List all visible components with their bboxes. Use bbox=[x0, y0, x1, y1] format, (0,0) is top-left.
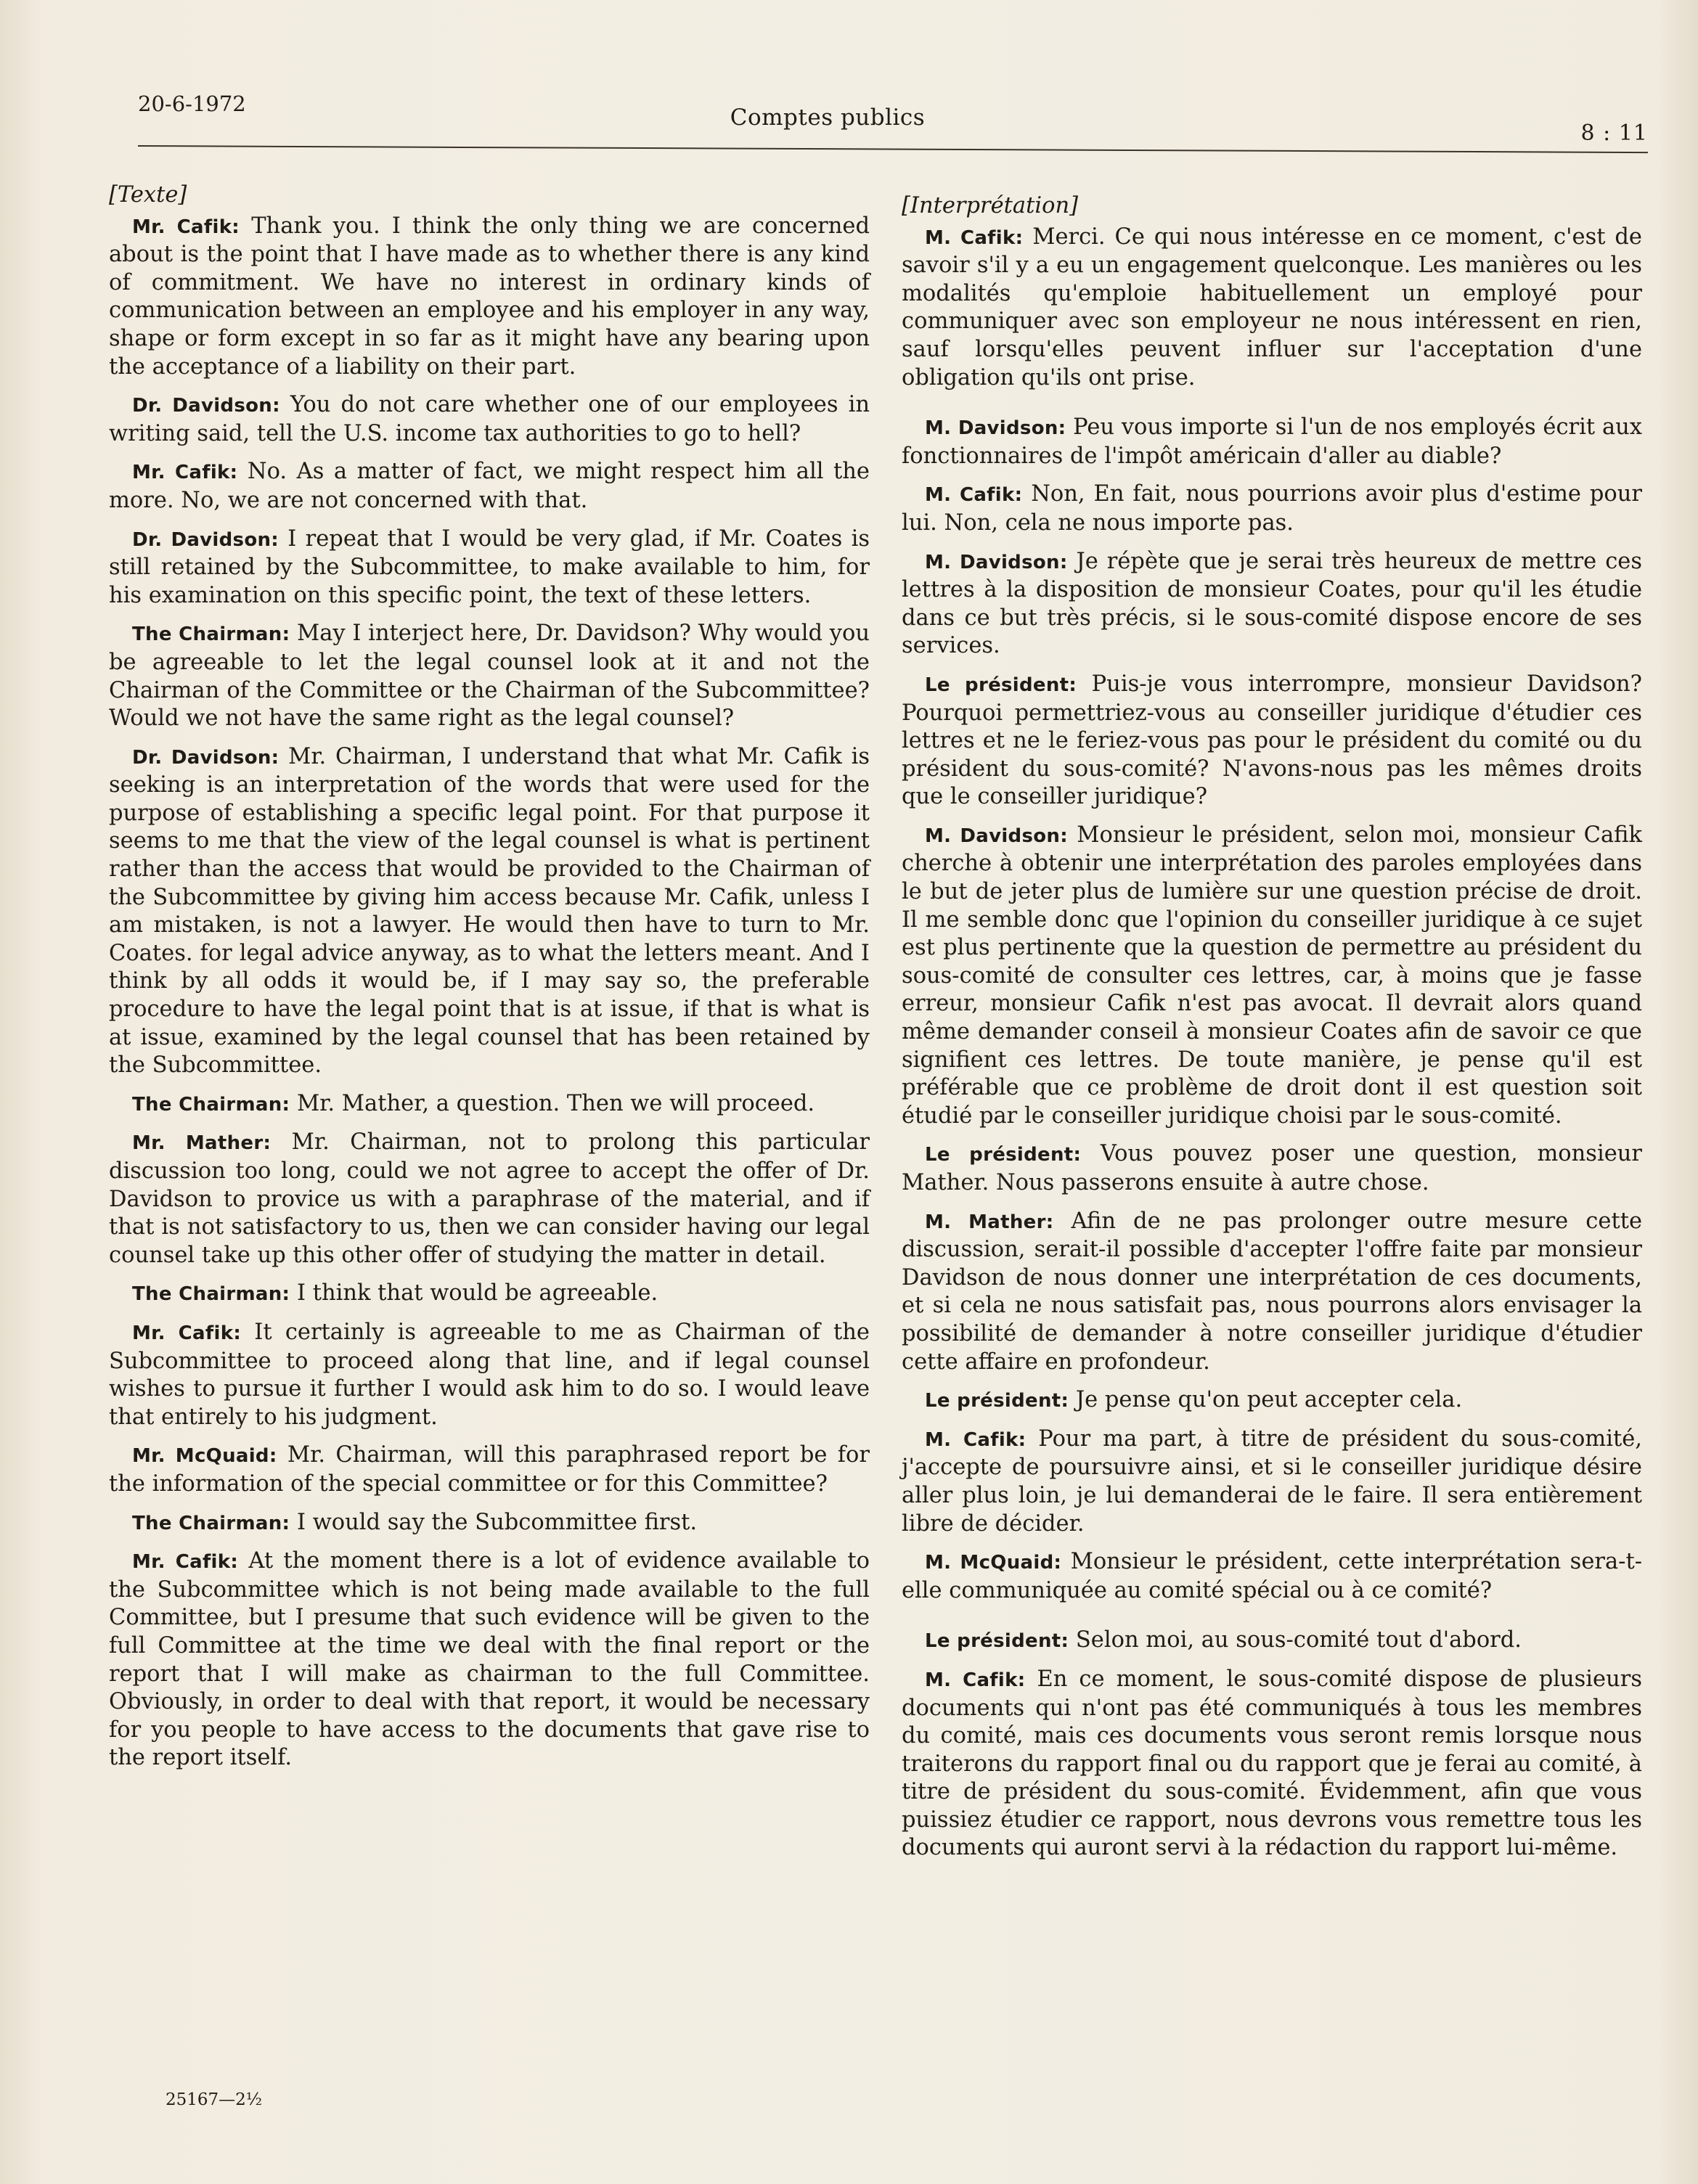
page-header bbox=[138, 86, 1648, 151]
speech-text: Thank you. I think the only thing we are concerned about is the point that I have made as to whether there is any kind of commitment. We have no interest in ordinary kinds of communication between an employee and his employer in any way, shape or form except in so far as it might have any bearing upon the acceptance of a liability on their part. bbox=[109, 213, 870, 380]
speaker-name: M. Cafik: bbox=[925, 1669, 1026, 1691]
speech-text: Mr. Chairman, not to prolong this particular discussion too long, could we not agree to accept the offer of Dr. Davidson to provice us with a paraphrase of the material, and if that is not satisfactory to us, then we can consider having our legal counsel take up this other offer of studying the matter in detail. bbox=[109, 1129, 870, 1268]
speech-text: Mr. Mather, a question. Then we will proceed. bbox=[290, 1090, 815, 1116]
speech-paragraph bbox=[902, 548, 1642, 660]
speech-paragraph bbox=[902, 480, 1642, 537]
speech-text: I would say the Subcommittee first. bbox=[290, 1509, 698, 1535]
speech-paragraph bbox=[902, 822, 1642, 1131]
speaker-name: The Chairman: bbox=[132, 623, 290, 646]
speaker-name: The Chairman: bbox=[132, 1093, 290, 1116]
speech-text: I repeat that I would be very glad, if Mr. Coates is still retained by the Subcommittee, to make available to him, for his examination on this specific point, the text of these letters. bbox=[109, 525, 870, 608]
speaker-name: M. Mather: bbox=[925, 1211, 1054, 1233]
speaker-name: Le président: bbox=[925, 1630, 1069, 1653]
speech-text: May I interject here, Dr. Davidson? Why would you be agreeable to let the legal counsel look at it and not the Chairman of the Committee or the Chairman of the Subcommittee? Would we not have the same right as the legal counsel? bbox=[109, 621, 870, 732]
french-paragraphs bbox=[902, 224, 1642, 1862]
speech-paragraph bbox=[109, 1090, 870, 1119]
speaker-name: Mr. Cafik: bbox=[132, 1551, 239, 1574]
speech-paragraph bbox=[902, 1426, 1642, 1538]
speech-text: Je pense qu'on peut accepter cela. bbox=[1069, 1387, 1463, 1413]
speech-text: Selon moi, au sous-comité tout d'abord. bbox=[1069, 1627, 1522, 1653]
speech-paragraph bbox=[109, 1319, 870, 1431]
speech-text: Pour ma part, à titre de président du sous-comité, j'accepte de poursuivre ainsi, et si le conseiller juridique désire aller plus loin, je lui demanderai de le faire. Il sera entièrement libre de décider. bbox=[902, 1426, 1642, 1537]
speaker-name: Dr. Davidson: bbox=[132, 746, 279, 769]
speaker-name: Dr. Davidson: bbox=[132, 528, 279, 551]
speech-paragraph bbox=[109, 525, 870, 610]
header-page-number: 8 : 11 bbox=[1580, 120, 1648, 146]
speech-paragraph bbox=[109, 1441, 870, 1498]
speaker-name: Le président: bbox=[925, 1144, 1082, 1166]
speaker-name: Mr. Mather: bbox=[132, 1132, 272, 1155]
speech-paragraph bbox=[902, 1548, 1642, 1605]
header-date: 20-6-1972 bbox=[138, 91, 246, 116]
speech-text: En ce moment, le sous-comité dispose de plusieurs documents qui n'ont pas été communiqués à tous les membres du comité, mais ces documents vous seront remis lorsque nous traiterons du rapport final ou du rapport que je ferai au comité, à titre de président du sous-comité. Évidemment, afin que vous puissiez étudier ce rapport, nous devrons vous remettre tous les documents qui auront servi à la rédaction du rapport lui-même. bbox=[902, 1666, 1642, 1861]
speaker-name: Mr. Cafik: bbox=[132, 216, 240, 238]
footer-print-code: 25167—2½ bbox=[166, 2090, 263, 2109]
english-column bbox=[109, 181, 870, 1783]
speaker-name: M. Cafik: bbox=[925, 484, 1023, 507]
section-tag-texte: [Texte] bbox=[109, 182, 187, 208]
speaker-name: M. McQuaid: bbox=[925, 1552, 1062, 1574]
speech-paragraph bbox=[109, 620, 870, 732]
speech-paragraph bbox=[902, 671, 1642, 811]
speech-text: Mr. Chairman, I understand that what Mr. Cafik is seeking is an interpretation of the words that were used for the purpose of establishing a specific legal point. For that purpose it seems to me that the view of the legal counsel is what is pertinent rather than the access that would be provided to the Chairman of the Subcommittee by giving him access because Mr. Cafik, unless I am mistaken, is not a lawyer. He would then have to turn to Mr. Coates. for legal advice anyway, as to what the letters meant. And I think by all odds it would be, if I may say so, the preferable procedure to have the legal point that is at issue, if that is what is at issue, examined by the legal counsel that has been retained by the Subcommittee. bbox=[109, 743, 870, 1079]
speaker-name: M. Cafik: bbox=[925, 226, 1024, 249]
speaker-name: The Chairman: bbox=[132, 1512, 290, 1534]
speech-text: Afin de ne pas prolonger outre mesure cette discussion, serait-il possible d'accepter l'offre faite par monsieur Davidson de nous donner une interprétation de ces documents, et si cela ne nous satisfait pas, nous pourrons alors envisager la possibilité de demander à notre conseiller juridique d'étudier cette affaire en profondeur. bbox=[902, 1208, 1643, 1375]
speech-text: Monsieur le président, selon moi, monsieur Cafik cherche à obtenir une interprétation des paroles employées dans le but de jeter plus de lumière sur une question précise de droit. Il me semble donc que l'opinion du conseiller juridique à ce sujet est plus pertinente que la question de permettre au président du sous-comité de consulter ces lettres, car, à moins que je fasse erreur, monsieur Cafik n'est pas avocat. Il devrait alors quand même demander conseil à monsieur Coates afin de savoir ce que signifient ces lettres. De toute manière, je pense qu'il est préférable que ce problème de droit dont il est question soit étudié par le conseiller juridique choisi par le sous-comité. bbox=[902, 822, 1642, 1129]
speech-paragraph bbox=[109, 743, 870, 1080]
speech-paragraph bbox=[902, 224, 1642, 393]
speaker-name: Mr. Cafik: bbox=[132, 1322, 242, 1344]
speaker-name: M. Cafik: bbox=[925, 1428, 1026, 1451]
speaker-name: Le président: bbox=[925, 1390, 1069, 1412]
speech-paragraph bbox=[902, 414, 1642, 470]
speech-paragraph bbox=[109, 1547, 870, 1772]
speaker-name: Mr. Cafik: bbox=[132, 462, 238, 484]
section-tag-interpretation: [Interprétation] bbox=[902, 193, 1078, 218]
speech-paragraph bbox=[109, 458, 870, 515]
speech-text: Non, En fait, nous pourrions avoir plus d'estime pour lui. Non, cela ne nous importe pas. bbox=[902, 481, 1642, 536]
speaker-name: Le président: bbox=[925, 674, 1077, 696]
speech-text: Puis-je vous interrompre, monsieur Davidson? Pourquoi permettriez-vous au conseiller juridique d'étudier ces lettres et ne le feriez-vous pas pour le président du comité ou du président du sous-comité? N'avons-nous pas les mêmes droits que le conseiller juridique? bbox=[902, 671, 1642, 810]
speaker-name: M. Davidson: bbox=[925, 417, 1066, 440]
speech-paragraph bbox=[109, 1509, 870, 1538]
speech-text: Vous pouvez poser une question, monsieur Mather. Nous passerons ensuite à autre chose. bbox=[902, 1141, 1642, 1195]
speaker-name: M. Davidson: bbox=[925, 551, 1068, 573]
speech-text: Je répète que je serai très heureux de mettre ces lettres à la disposition de monsieur Coates, pour qu'il les étudie dans ce but très précis, si le sous-comité dispose encore de ses services. bbox=[902, 548, 1642, 659]
speech-paragraph bbox=[109, 391, 870, 448]
speaker-name: The Chairman: bbox=[132, 1283, 290, 1306]
speech-text: Mr. Chairman, will this paraphrased report be for the information of the special committee or for this Committee? bbox=[109, 1442, 870, 1497]
speaker-name: Mr. McQuaid: bbox=[132, 1445, 277, 1468]
english-paragraphs bbox=[109, 213, 870, 1772]
speech-text: It certainly is agreeable to me as Chairman of the Subcommittee to proceed along that line, and if legal counsel wishes to pursue it further I would ask him to do so. I would leave that entirely to his judgment. bbox=[109, 1319, 870, 1430]
speech-text: No. As a matter of fact, we might respect him all the more. No, we are not concerned with that. bbox=[109, 459, 870, 513]
speech-text: At the moment there is a lot of evidence available to the Subcommittee which is not being made available to the full Committee, but I presume that such evidence will be given to the full Committee at the time we deal with the final report or the report that I will make as chairman to the full Committee. Obviously, in order to deal with that report, it would be necessary for you people to have access to the documents that gave rise to the report itself. bbox=[109, 1548, 870, 1771]
header-rule bbox=[138, 145, 1648, 153]
speaker-name: M. Davidson: bbox=[925, 825, 1068, 847]
speaker-name: Dr. Davidson: bbox=[132, 395, 280, 417]
speech-text: Peu vous importe si l'un de nos employés écrit aux fonctionnaires de l'impôt américain d'aller au diable? bbox=[902, 414, 1642, 469]
speech-paragraph bbox=[902, 1208, 1642, 1377]
speech-paragraph bbox=[902, 1140, 1642, 1197]
speech-paragraph bbox=[902, 1627, 1642, 1656]
speech-paragraph bbox=[902, 1386, 1642, 1415]
speech-text: You do not care whether one of our employees in writing said, tell the U.S. income tax authorities to go to hell? bbox=[109, 392, 870, 446]
speech-paragraph bbox=[109, 1280, 870, 1309]
speech-paragraph bbox=[109, 213, 870, 382]
speech-paragraph bbox=[902, 1666, 1642, 1862]
speech-text: Monsieur le président, cette interprétation sera-t-elle communiquée au comité spécial ou à ce comité? bbox=[902, 1549, 1643, 1603]
header-title: Comptes publics bbox=[730, 105, 926, 131]
speech-text: I think that would be agreeable. bbox=[290, 1280, 658, 1306]
speech-text: Merci. Ce qui nous intéresse en ce moment, c'est de savoir s'il y a eu un engagement quelconque. Les manières ou les modalités qu'emploie habituellement un employé pour communiquer avec son employeur ne nous intéressent en rien, sauf lorsqu'elles peuvent influer sur l'acceptation d'une obligation qu'ils ont prise. bbox=[902, 224, 1642, 390]
speech-paragraph bbox=[109, 1129, 870, 1269]
french-column bbox=[902, 192, 1642, 1873]
